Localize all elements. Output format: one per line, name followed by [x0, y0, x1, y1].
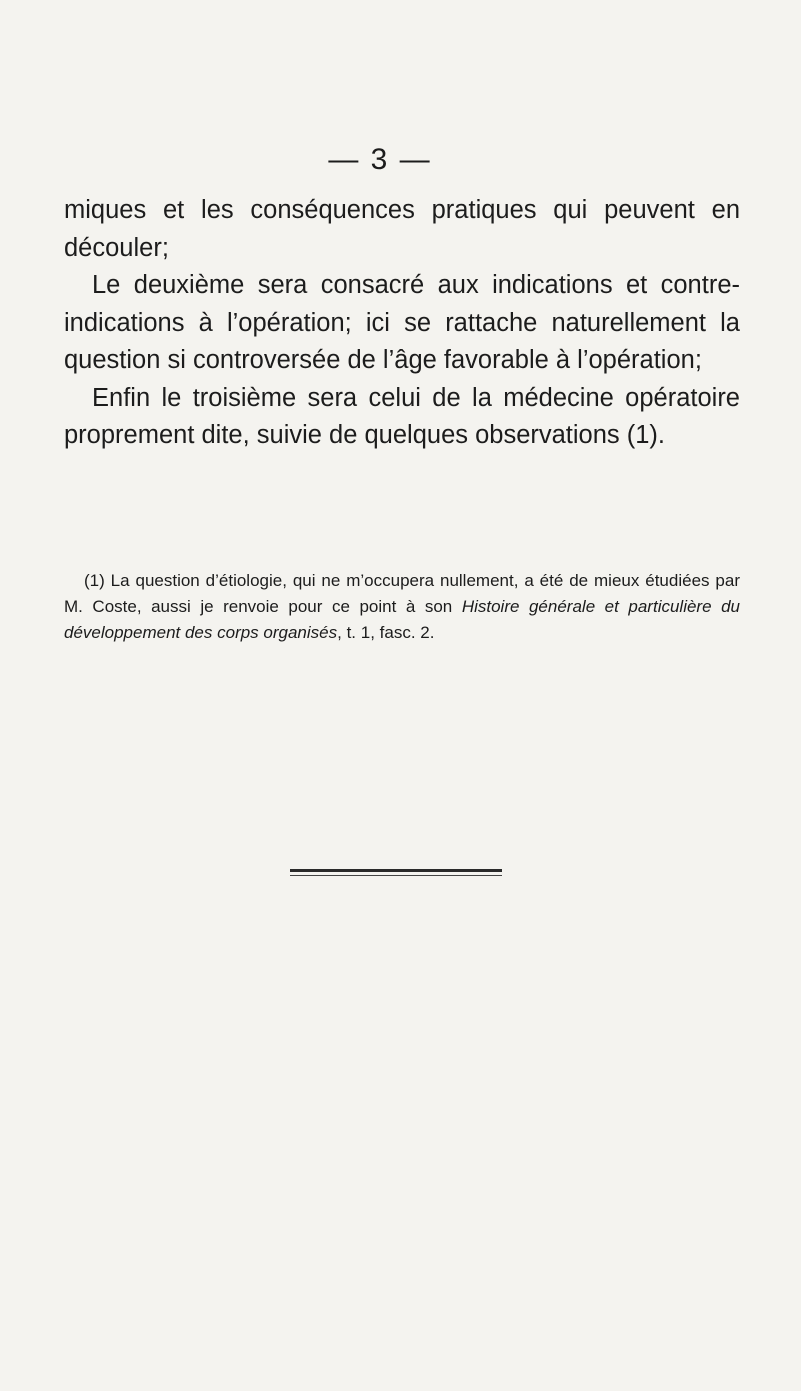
footnote	[64, 568, 740, 646]
page-number: — 3 —	[328, 143, 432, 176]
main-text	[64, 192, 740, 455]
paragraph-3: Enfin le troisième sera celui de la médecine opératoire proprement dite, suivie de quelques observations (1).	[64, 383, 740, 449]
footnote-marker: (1)	[84, 571, 105, 590]
paragraph-2: Le deuxième sera consacré aux indications et contre-indications à l’opération; ici se rattache naturellement la question si controversée de l’âge favorable à l’opération;	[64, 271, 740, 374]
footnote-book-title: Histoire générale et particulière du développement des corps organisés	[64, 597, 740, 642]
footnote-paragraph	[64, 568, 740, 646]
end-rule-thick	[290, 869, 502, 872]
footnote-text-before: La question d’étiologie, qui ne m’occupera nullement, a été de mieux étudiées par M. Coste, aussi je renvoie pour ce point à son	[64, 571, 740, 616]
end-rule-thin	[290, 875, 502, 876]
footnote-text-after: , t. 1, fasc. 2.	[337, 623, 435, 642]
paragraph-1: miques et les conséquences pratiques qui peuvent en découler;	[64, 196, 740, 262]
